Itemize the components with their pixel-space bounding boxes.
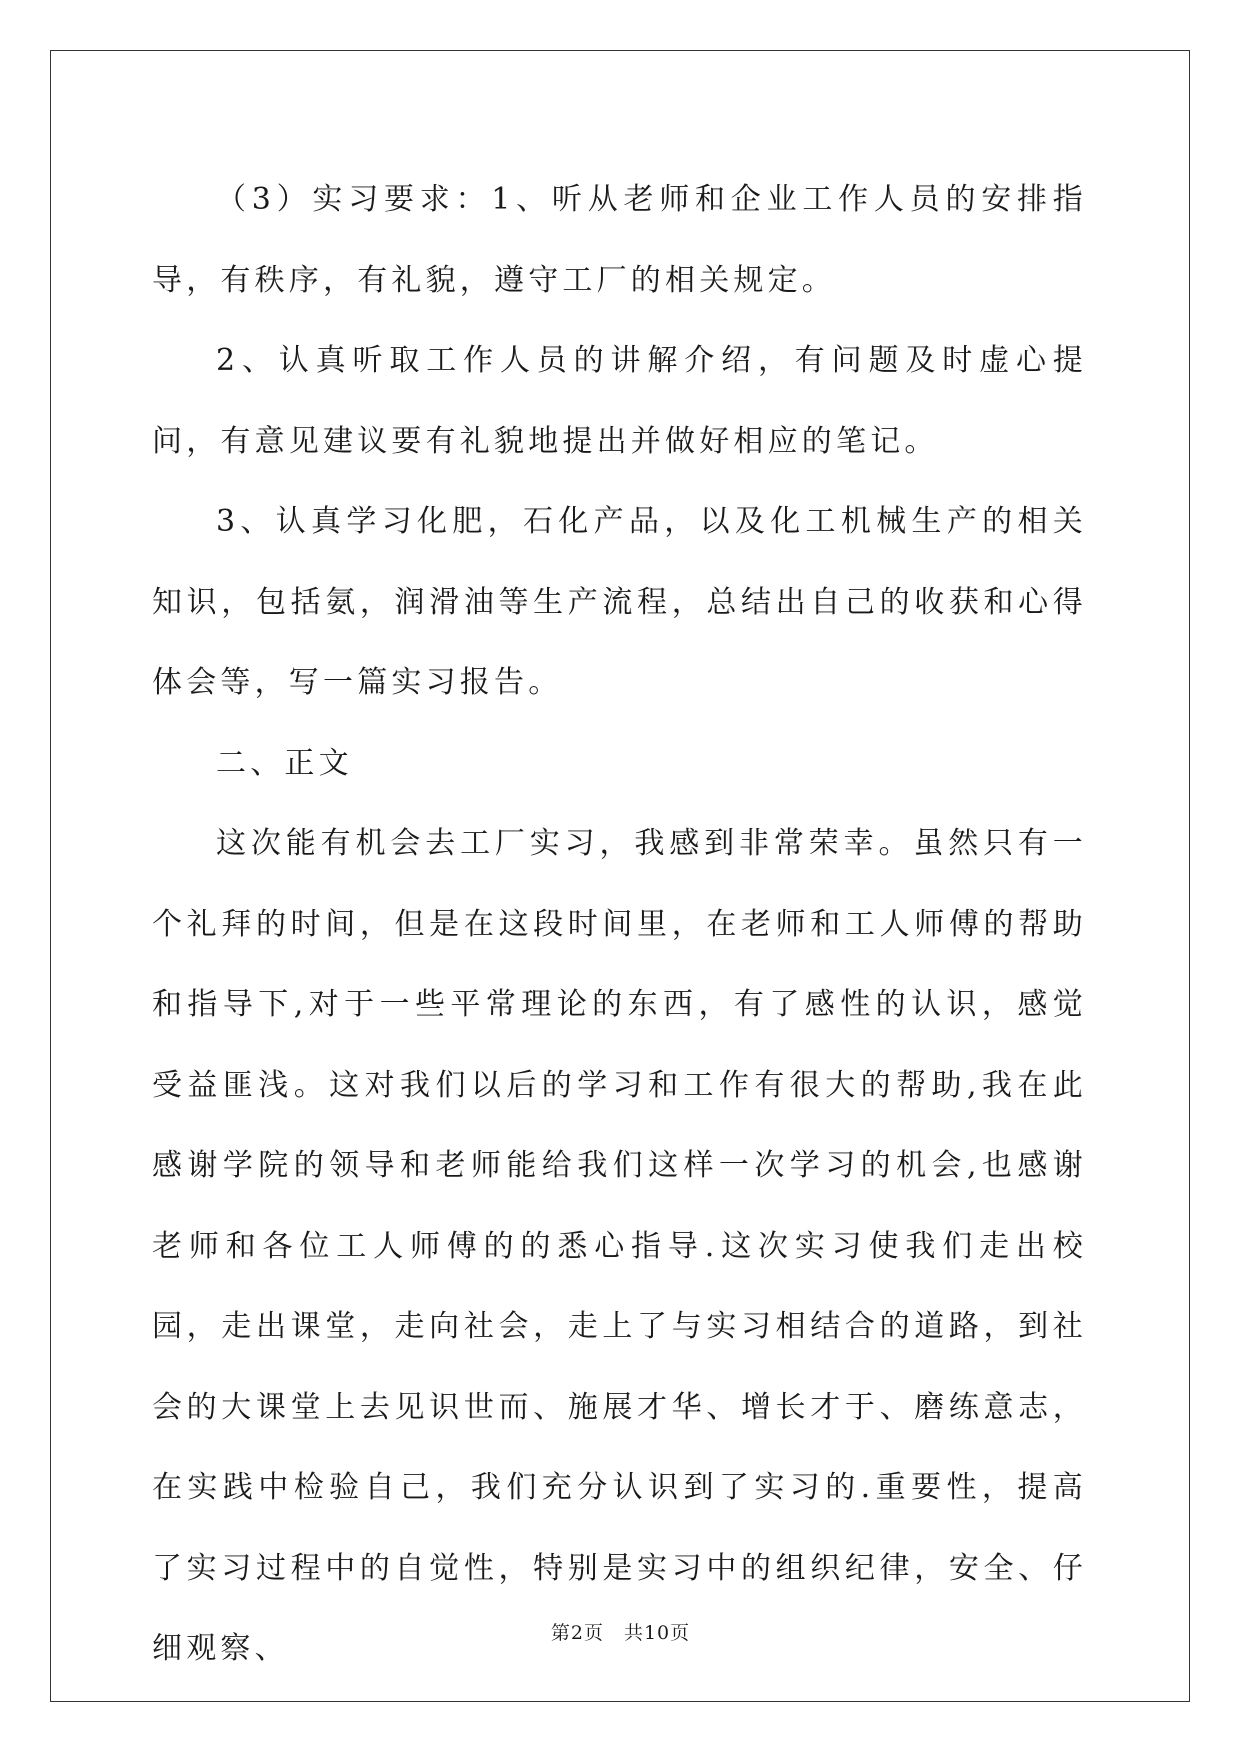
paragraph: 2、认真听取工作人员的讲解介绍，有问题及时虚心提问，有意见建议要有礼貌地提出并做好相应的笔记。 (152, 343, 1087, 459)
page-number: 第2页 共10页 (550, 1622, 691, 1644)
section-heading: 二、正文 (216, 745, 353, 781)
document-body (152, 160, 1087, 1690)
paragraph: 3、认真学习化肥，石化产品，以及化工机械生产的相关知识，包括氨，润滑油等生产流程，总结出自己的收获和心得体会等，写一篇实习报告。 (152, 504, 1087, 700)
paragraph: （3）实习要求：1、听从老师和企业工作人员的安排指导，有秩序，有礼貌，遵守工厂的相关规定。 (152, 182, 1087, 298)
paragraph: 这次能有机会去工厂实习，我感到非常荣幸。虽然只有一个礼拜的时间，但是在这段时间里，在老师和工人师傅的帮助和指导下,对于一些平常理论的东西，有了感性的认识，感觉受益匪浅。这对我们以后的学习和工作有很大的帮助,我在此感谢学院的领导和老师能给我们这样一次学习的机会,也感谢老师和各位工人师傅的的悉心指导.这次实习使我们走出校园，走出课堂，走向社会，走上了与实习相结合的道路，到社会的大课堂上去见识世而、施展才华、增长才于、磨练意志，在实践中检验自己，我们充分认识到了实习的.重要性，提高了实习过程中的自觉性，特别是实习中的组织纪律，安全、仔细观察、 (152, 826, 1087, 1666)
